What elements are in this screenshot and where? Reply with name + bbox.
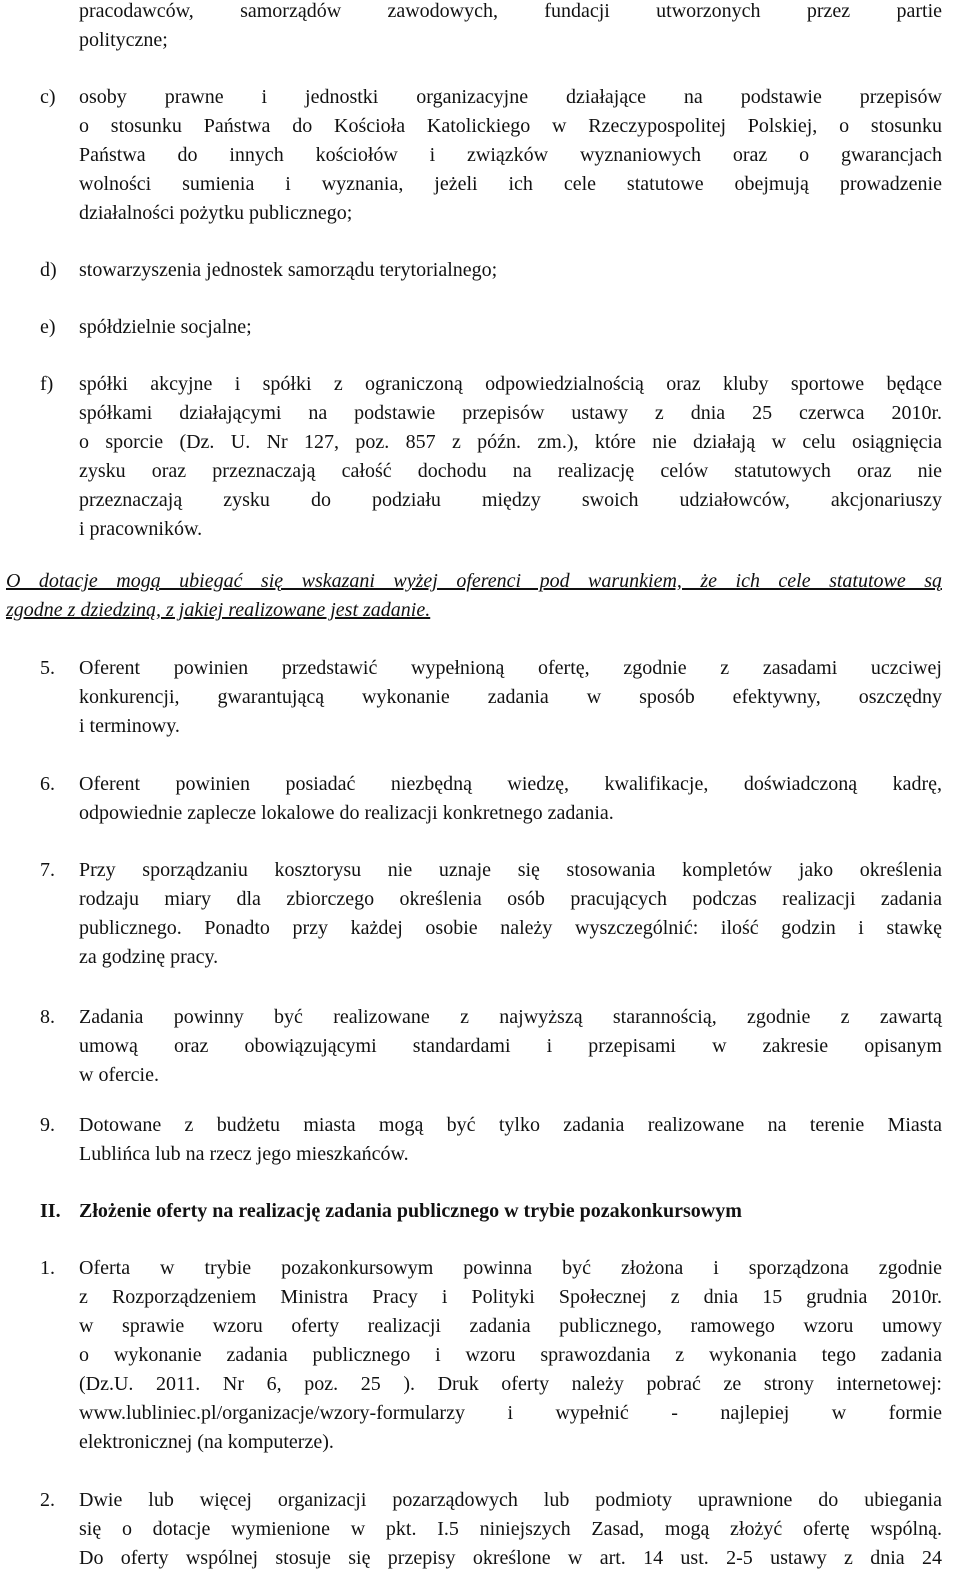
numbered-item-7 xyxy=(79,856,942,972)
list-label: 9. xyxy=(40,1114,55,1136)
text-line: przeznaczają zysku do podziału między swoich udziałowców, akcjonariuszy xyxy=(79,489,942,511)
text-line: Lublińca lub na rzecz jego mieszkańców. xyxy=(79,1143,409,1165)
text-line: polityczne; xyxy=(79,29,168,51)
text-line: Dwie lub więcej organizacji pozarządowych lub podmioty uprawnione do ubiegania xyxy=(79,1489,942,1511)
numbered-item-9 xyxy=(79,1111,942,1169)
list-item-d xyxy=(79,256,942,285)
text-line: stowarzyszenia jednostek samorządu terytorialnego; xyxy=(79,259,498,281)
numbered-item-8 xyxy=(79,1003,942,1090)
text-line: w sprawie wzoru oferty realizacji zadania publicznego, ramowego wzoru umowy xyxy=(79,1315,942,1337)
text-line: Oferta w trybie pozakonkursowym powinna być złożona i sporządzona zgodnie xyxy=(79,1257,942,1279)
text-line: spółki akcyjne i spółki z ograniczoną odpowiedzialnością oraz kluby sportowe będące xyxy=(79,373,942,395)
text-line: (Dz.U. 2011. Nr 6, poz. 25 ). Druk oferty należy pobrać ze strony internetowej: xyxy=(79,1373,942,1395)
text-line: spółkami działającymi na podstawie przepisów ustawy z dnia 25 czerwca 2010r. xyxy=(79,402,942,424)
list-item-e xyxy=(79,313,942,342)
text-line: elektronicznej (na komputerze). xyxy=(79,1431,334,1453)
text-line: i terminowy. xyxy=(79,715,180,737)
text-line: Przy sporządzaniu kosztorysu nie uznaje się stosowania kompletów jako określenia xyxy=(79,859,942,881)
list-label: 7. xyxy=(40,859,55,881)
list-label: e) xyxy=(40,316,56,338)
text-line: O dotacje mogą ubiegać się wskazani wyżej oferenci pod warunkiem, że ich cele statutowe są xyxy=(6,570,942,592)
list-label: 2. xyxy=(40,1489,55,1511)
text-line: działalności pożytku publicznego; xyxy=(79,202,353,224)
list-label: c) xyxy=(40,86,56,108)
section-heading: Złożenie oferty na realizację zadania publicznego w trybie pozakonkursowym xyxy=(79,1200,742,1222)
text-line: w ofercie. xyxy=(79,1064,159,1086)
text-line: pracodawców, samorządów zawodowych, fundacji utworzonych przez partie xyxy=(79,0,942,22)
text-line: zysku oraz przeznaczają całość dochodu na realizację celów statutowych oraz nie xyxy=(79,460,942,482)
list-label: 5. xyxy=(40,657,55,679)
text-line: Oferent powinien posiadać niezbędną wiedzę, kwalifikacje, doświadczoną kadrę, xyxy=(79,773,942,795)
text-line: o wykonanie zadania publicznego i wzoru sprawozdania z wykonania tego zadania xyxy=(79,1344,942,1366)
text-line: wolności sumienia i wyznania, jeżeli ich cele statutowe obejmują prowadzenie xyxy=(79,173,942,195)
list-label: 8. xyxy=(40,1006,55,1028)
text-line: Zadania powinny być realizowane z najwyższą starannością, zgodnie z zawartą xyxy=(79,1006,942,1028)
list-label: 1. xyxy=(40,1257,55,1279)
text-line: Do oferty wspólnej stosuje się przepisy określone w art. 14 ust. 2-5 ustawy z dnia 24 xyxy=(79,1547,942,1569)
list-item-f xyxy=(79,370,942,544)
text-line: konkurencji, gwarantującą wykonanie zadania w sposób efektywny, oszczędny xyxy=(79,686,942,708)
text-line: o stosunku Państwa do Kościoła Katolickiego w Rzeczypospolitej Polskiej, o stosunku xyxy=(79,115,942,137)
text-line: umową oraz obowiązującymi standardami i przepisami w zakresie opisanym xyxy=(79,1035,942,1057)
text-line: Państwa do innych kościołów i związków wyznaniowych oraz o gwarancjach xyxy=(79,144,942,166)
text-line: zgodne z dziedziną, z jakiej realizowane jest zadanie. xyxy=(6,599,431,621)
section-number: II. xyxy=(40,1200,61,1222)
text-line: Oferent powinien przedstawić wypełnioną ofertę, zgodnie z zasadami uczciwej xyxy=(79,657,942,679)
text-line: www.lubliniec.pl/organizacje/wzory-formularzy i wypełnić - najlepiej w formie xyxy=(79,1402,942,1424)
numbered-item-5 xyxy=(79,654,942,741)
text-line: rodzaju miary dla zbiorczego określenia osób pracujących podczas realizacji zadania xyxy=(79,888,942,910)
text-line: odpowiednie zaplecze lokalowe do realizacji konkretnego zadania. xyxy=(79,802,614,824)
list-item-c xyxy=(79,83,942,228)
list-label: d) xyxy=(40,259,57,281)
text-line: Dotowane z budżetu miasta mogą być tylko zadania realizowane na terenie Miasta xyxy=(79,1114,942,1136)
text-line: osoby prawne i jednostki organizacyjne działające na podstawie przepisów xyxy=(79,86,942,108)
section-item-1 xyxy=(79,1254,942,1457)
text-line: z Rozporządzeniem Ministra Pracy i Polityki Społecznej z dnia 15 grudnia 2010r. xyxy=(79,1286,942,1308)
text-line: o sporcie (Dz. U. Nr 127, poz. 857 z późn. zm.), które nie działają w celu osiągnięcia xyxy=(79,431,942,453)
section-item-2 xyxy=(79,1486,942,1573)
text-line: publicznego. Ponadto przy każdej osobie należy wyszczególnić: ilość godzin i stawkę xyxy=(79,917,942,939)
text-line: i pracowników. xyxy=(79,518,203,540)
list-label: 6. xyxy=(40,773,55,795)
list-label: f) xyxy=(40,373,54,395)
text-line: za godzinę pracy. xyxy=(79,946,219,968)
eligibility-note xyxy=(6,567,942,625)
continuation-paragraph xyxy=(79,0,942,55)
text-line: się o dotacje wymienione w pkt. I.5 niniejszych Zasad, mogą złożyć ofertę wspólną. xyxy=(79,1518,942,1540)
text-line: spółdzielnie socjalne; xyxy=(79,316,252,338)
numbered-item-6 xyxy=(79,770,942,828)
